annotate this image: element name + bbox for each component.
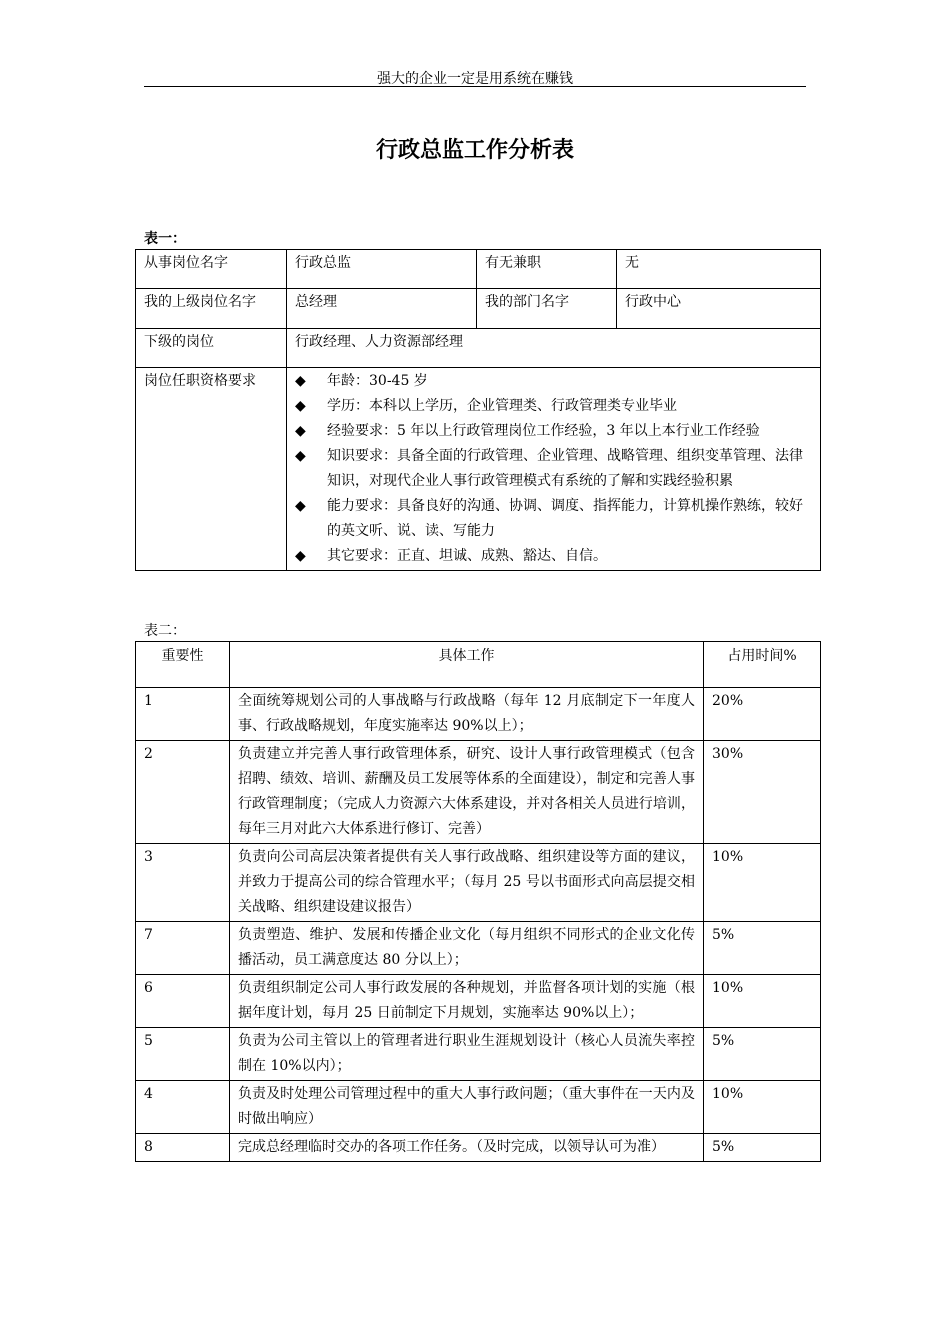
time-cell: 5%: [704, 1134, 821, 1162]
table-row: [136, 250, 821, 289]
table-row: [136, 1028, 821, 1081]
importance-cell: 7: [136, 922, 230, 975]
table-row: [136, 975, 821, 1028]
work-header: 具体工作: [230, 642, 704, 688]
parttime-value: 无: [617, 250, 821, 289]
diamond-bullet-icon: ◆: [295, 423, 306, 439]
diamond-bullet-icon: ◆: [295, 373, 306, 389]
document-title: 行政总监工作分析表: [375, 138, 574, 163]
list-item: ◆ 知识要求：具备全面的行政管理、企业管理、战略管理、组织变革管理、法律知识，对现代企业人事行政管理模式有系统的了解和实践经验积累: [295, 444, 812, 494]
importance-cell: 1: [136, 688, 230, 741]
qualification-label: 岗位任职资格要求: [136, 368, 287, 571]
qualification-list-cell: [287, 368, 821, 571]
time-cell: 10%: [704, 1081, 821, 1134]
work-cell: 负责为公司主管以上的管理者进行职业生涯规划设计（核心人员流失率控制在 10%以内）；: [230, 1028, 704, 1081]
position-label: 从事岗位名字: [136, 250, 287, 289]
importance-cell: 4: [136, 1081, 230, 1134]
parttime-label: 有无兼职: [477, 250, 617, 289]
importance-cell: 8: [136, 1134, 230, 1162]
dept-value: 行政中心: [617, 289, 821, 329]
importance-cell: 6: [136, 975, 230, 1028]
table1-label: 表一：: [144, 231, 186, 247]
importance-cell: 3: [136, 844, 230, 922]
table-row: [136, 688, 821, 741]
list-item: ◆ 其它要求：正直、坦诚、成熟、豁达、自信。: [295, 544, 812, 569]
work-cell: 负责组织制定公司人事行政发展的各种规划，并监督各项计划的实施（根据年度计划，每月 25 日前制定下月规划，实施率达 90%以上）；: [230, 975, 704, 1028]
importance-cell: 2: [136, 741, 230, 844]
work-cell: 负责向公司高层决策者提供有关人事行政战略、组织建设等方面的建议，并致力于提高公司的综合管理水平；（每月 25 号以书面形式向高层提交相关战略、组织建设建议报告）: [230, 844, 704, 922]
superior-value: 总经理: [287, 289, 477, 329]
table-row: [136, 844, 821, 922]
table-row: [136, 922, 821, 975]
importance-cell: 5: [136, 1028, 230, 1081]
table-row: [136, 1134, 821, 1162]
qualification-list: [295, 369, 812, 569]
table-row: [136, 1081, 821, 1134]
work-cell: 全面统筹规划公司的人事战略与行政战略（每年 12 月底制定下一年度人事、行政战略规划，年度实施率达 90%以上）；: [230, 688, 704, 741]
diamond-bullet-icon: ◆: [295, 398, 306, 414]
diamond-bullet-icon: ◆: [295, 548, 306, 564]
job-duties-table: [135, 641, 821, 1162]
table-row: [136, 289, 821, 329]
table-row: [136, 368, 821, 571]
time-header: 占用时间%: [704, 642, 821, 688]
table-header-row: [136, 642, 821, 688]
work-cell: 负责建立并完善人事行政管理体系，研究、设计人事行政管理模式（包含招聘、绩效、培训、薪酬及员工发展等体系的全面建设），制定和完善人事行政管理制度；（完成人力资源六大体系建设，并对各相关人员进行培训，每年三月对此六大体系进行修订、完善）: [230, 741, 704, 844]
time-cell: 30%: [704, 741, 821, 844]
time-cell: 10%: [704, 975, 821, 1028]
list-item: ◆ 能力要求：具备良好的沟通、协调、调度、指挥能力，计算机操作熟练，较好的英文听、说、读、写能力: [295, 494, 812, 544]
table2-label: 表二：: [144, 623, 186, 639]
list-item: ◆ 经验要求：5 年以上行政管理岗位工作经验，3 年以上本行业工作经验: [295, 419, 812, 444]
superior-label: 我的上级岗位名字: [136, 289, 287, 329]
time-cell: 5%: [704, 922, 821, 975]
dept-label: 我的部门名字: [477, 289, 617, 329]
subordinate-label: 下级的岗位: [136, 329, 287, 368]
position-value: 行政总监: [287, 250, 477, 289]
table-row: [136, 741, 821, 844]
time-cell: 5%: [704, 1028, 821, 1081]
time-cell: 20%: [704, 688, 821, 741]
table-row: [136, 329, 821, 368]
diamond-bullet-icon: ◆: [295, 448, 306, 464]
diamond-bullet-icon: ◆: [295, 498, 306, 514]
subordinate-value: 行政经理、人力资源部经理: [287, 329, 821, 368]
list-item: ◆ 学历：本科以上学历，企业管理类、行政管理类专业毕业: [295, 394, 812, 419]
header-rule: [144, 86, 806, 87]
page-header: 强大的企业一定是用系统在赚钱: [377, 71, 573, 87]
position-info-table: [135, 249, 821, 571]
work-cell: 完成总经理临时交办的各项工作任务。（及时完成，以领导认可为准）: [230, 1134, 704, 1162]
time-cell: 10%: [704, 844, 821, 922]
importance-header: 重要性: [136, 642, 230, 688]
work-cell: 负责及时处理公司管理过程中的重大人事行政问题；（重大事件在一天内及时做出响应）: [230, 1081, 704, 1134]
list-item: ◆ 年龄：30-45 岁: [295, 369, 812, 394]
work-cell: 负责塑造、维护、发展和传播企业文化（每月组织不同形式的企业文化传播活动，员工满意度达 80 分以上）；: [230, 922, 704, 975]
